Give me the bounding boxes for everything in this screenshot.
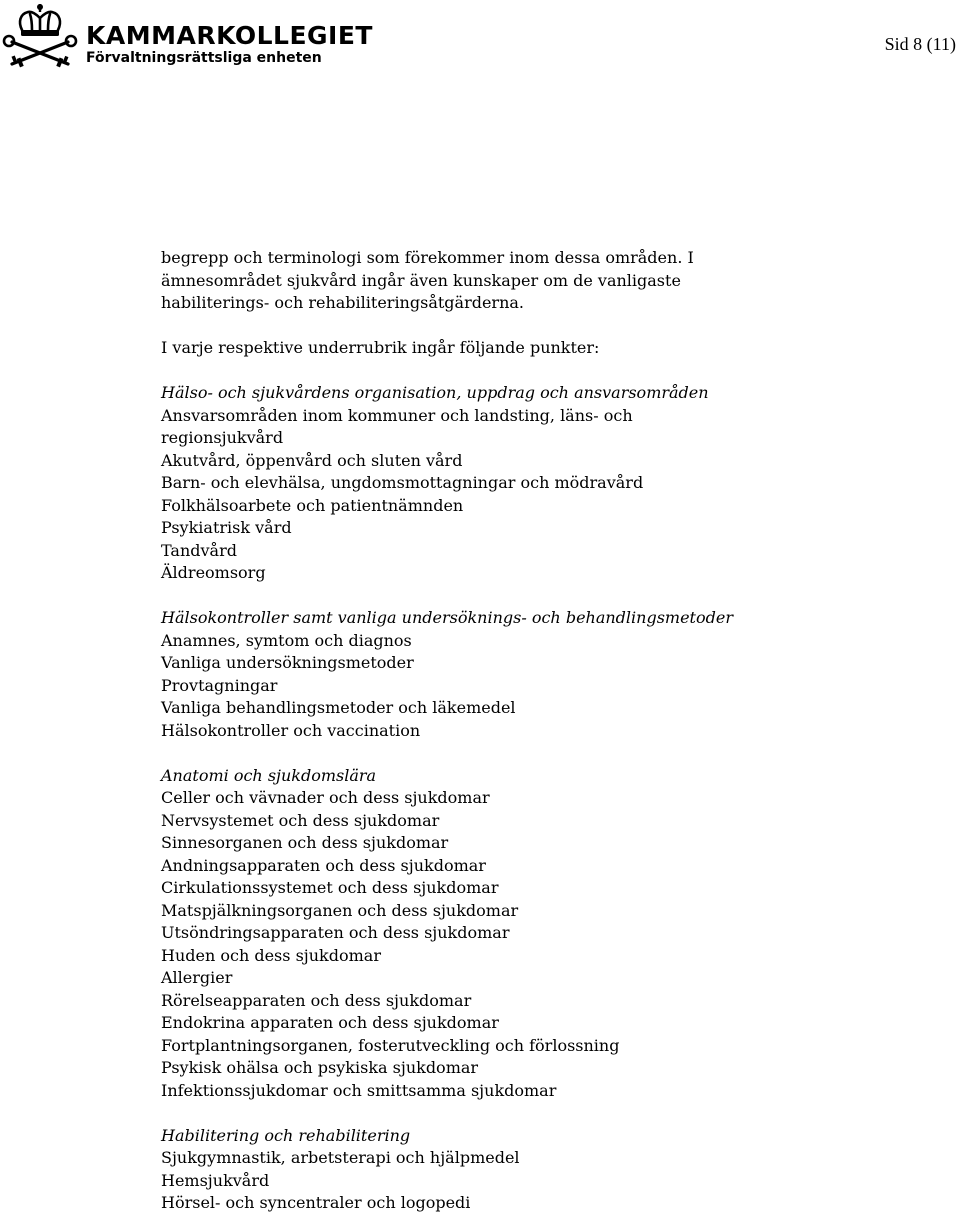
list-item: Hemsjukvård bbox=[161, 1170, 270, 1190]
page-header bbox=[0, 0, 960, 80]
list-item: Andningsapparaten och dess sjukdomar bbox=[161, 855, 486, 875]
list-item: Psykisk ohälsa och psykiska sjukdomar bbox=[161, 1058, 479, 1077]
list-item: Utsöndringsapparaten och dess sjukdomar bbox=[161, 923, 510, 942]
intro-line: begrepp och terminologi som förekommer inom dessa områden. I bbox=[161, 248, 694, 267]
list-item: Nervsystemet och dess sjukdomar bbox=[161, 810, 440, 830]
page-number: Sid 8 (11) bbox=[884, 34, 956, 54]
list-item: Folkhälsoarbete och patientnämnden bbox=[161, 495, 464, 515]
list-item: Allergier bbox=[161, 968, 233, 987]
section-heading: Anatomi och sjukdomslära bbox=[161, 765, 377, 785]
list-item: Celler och vävnader och dess sjukdomar bbox=[161, 788, 490, 807]
crown-keys-emblem-icon bbox=[2, 2, 78, 68]
document-body bbox=[161, 247, 941, 1215]
list-item: Matspjälkningsorganen och dess sjukdomar bbox=[161, 900, 519, 920]
section-anatomi bbox=[161, 765, 941, 1103]
list-item: Sinnesorganen och dess sjukdomar bbox=[161, 833, 449, 852]
section-habilitering bbox=[161, 1125, 941, 1215]
list-item: Vanliga undersökningsmetoder bbox=[161, 653, 414, 672]
list-item: Hälsokontroller och vaccination bbox=[161, 720, 421, 740]
section-heading: Habilitering och rehabilitering bbox=[161, 1125, 411, 1145]
list-item: Akutvård, öppenvård och sluten vård bbox=[161, 450, 463, 470]
list-item: Sjukgymnastik, arbetsterapi och hjälpmedel bbox=[161, 1148, 520, 1167]
list-item: Vanliga behandlingsmetoder och läkemedel bbox=[161, 698, 516, 717]
list-item: Provtagningar bbox=[161, 675, 278, 695]
logo-unit-name: Förvaltningsrättsliga enheten bbox=[86, 50, 322, 66]
list-item: Infektionssjukdomar och smittsamma sjukdomar bbox=[161, 1080, 557, 1100]
list-item: Hörsel- och syncentraler och logopedi bbox=[161, 1193, 471, 1212]
list-item: Psykiatrisk vård bbox=[161, 518, 292, 537]
section-halsokontroller bbox=[161, 607, 941, 742]
intro-paragraph bbox=[161, 247, 941, 315]
list-item: regionsjukvård bbox=[161, 428, 284, 447]
section-heading: Hälso- och sjukvårdens organisation, uppdrag och ansvarsområden bbox=[161, 383, 709, 402]
list-item: Endokrina apparaten och dess sjukdomar bbox=[161, 1013, 499, 1032]
list-item: Tandvård bbox=[161, 540, 237, 560]
kammarkollegiet-logo bbox=[2, 2, 373, 70]
intro-line: ämnesområdet sjukvård ingår även kunskaper om de vanligaste bbox=[161, 270, 681, 290]
logo-organization-name: KAMMARKOLLEGIET bbox=[86, 21, 373, 50]
list-item: Ansvarsområden inom kommuner och landsting, läns- och bbox=[161, 405, 633, 425]
lead-paragraph: I varje respektive underrubrik ingår följande punkter: bbox=[161, 338, 600, 357]
list-item: Fortplantningsorganen, fosterutveckling och förlossning bbox=[161, 1035, 620, 1055]
intro-line: habiliterings- och rehabiliteringsåtgärderna. bbox=[161, 293, 524, 312]
list-item: Barn- och elevhälsa, ungdomsmottagningar och mödravård bbox=[161, 473, 644, 492]
list-item: Huden och dess sjukdomar bbox=[161, 945, 381, 965]
list-item: Cirkulationssystemet och dess sjukdomar bbox=[161, 878, 499, 897]
list-item: Äldreomsorg bbox=[161, 563, 266, 582]
list-item: Anamnes, symtom och diagnos bbox=[161, 630, 412, 650]
section-heading: Hälsokontroller samt vanliga undersöknings- och behandlingsmetoder bbox=[161, 608, 733, 627]
list-item: Rörelseapparaten och dess sjukdomar bbox=[161, 990, 472, 1010]
section-organisation bbox=[161, 382, 941, 585]
